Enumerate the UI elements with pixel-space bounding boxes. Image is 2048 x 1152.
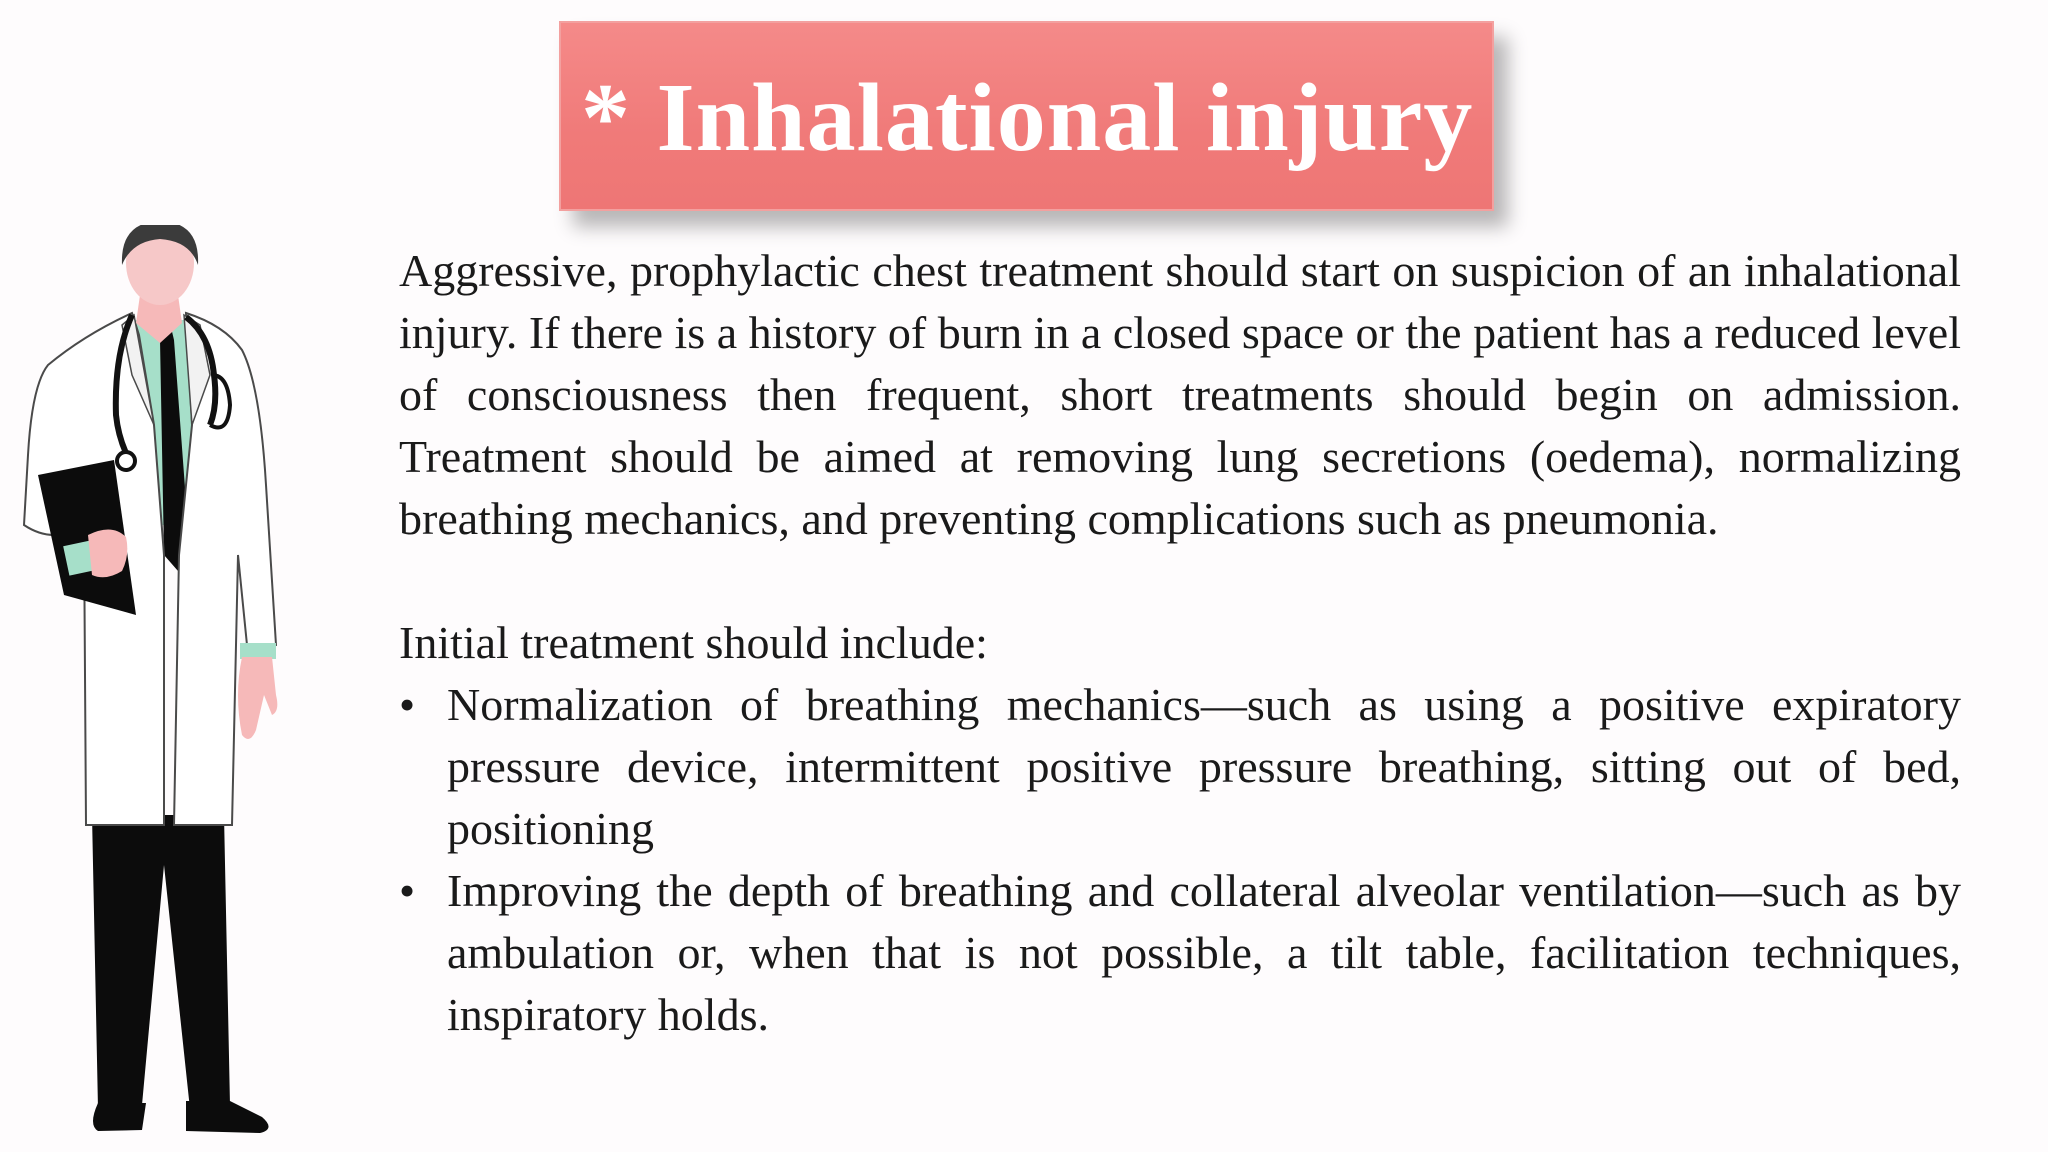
list-item-text: Improving the depth of breathing and collateral alveolar ventilation—such as by ambulation or, when that is not possible, a tilt table, facilitation techniques, inspiratory holds. (447, 865, 1961, 1040)
bullet-icon: • (399, 679, 416, 730)
title-banner (559, 21, 1494, 211)
doctor-illustration-icon (14, 225, 359, 1140)
body-text (399, 240, 1961, 1046)
bullet-icon: • (399, 865, 416, 916)
intro-paragraph: Aggressive, prophylactic chest treatment should start on suspicion of an inhalational injury. If there is a history of burn in a closed space or the patient has a reduced level of consciousness then frequent, short treatments should begin on admission. Treatment should be aimed at removing lung secretions (oedema), normalizing breathing mechanics, and preventing complications such as pneumonia. (399, 245, 1961, 544)
treatment-list (399, 674, 1961, 1046)
list-item (399, 674, 1961, 860)
list-intro: Initial treatment should include: (399, 617, 988, 668)
list-item-text: Normalization of breathing mechanics—such as using a positive expiratory pressure device, intermittent positive pressure breathing, sitting out of bed, positioning (447, 679, 1961, 854)
paragraph-spacer (399, 550, 1961, 612)
list-item (399, 860, 1961, 1046)
slide-title: * Inhalational injury (581, 64, 1474, 172)
